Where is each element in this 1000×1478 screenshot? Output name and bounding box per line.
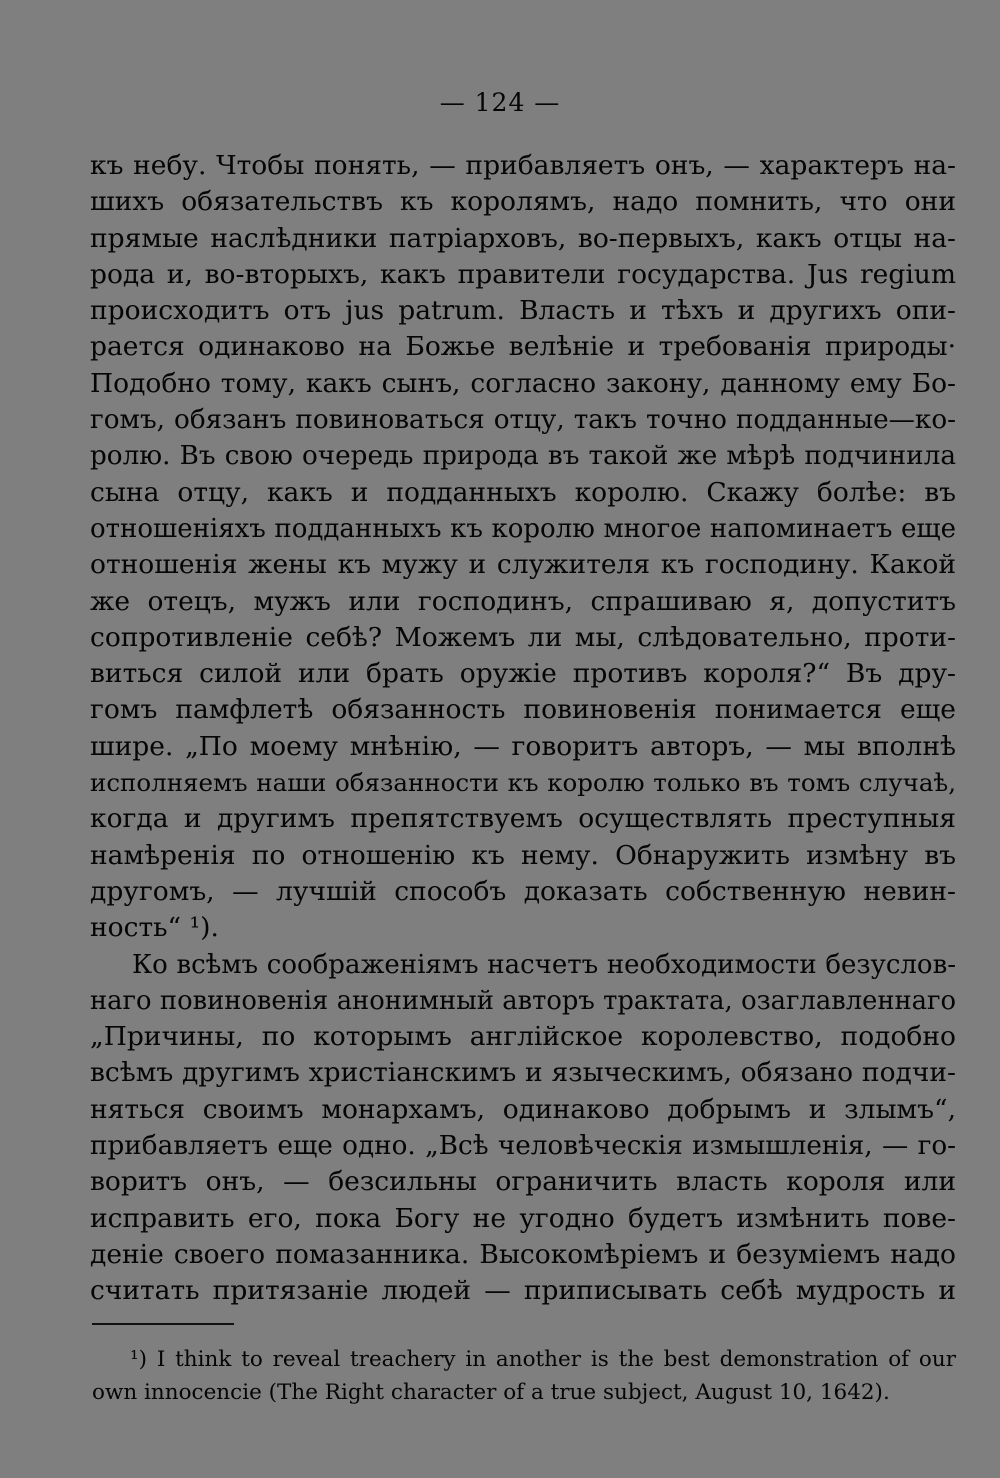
text-line: отношеніяхъ подданныхъ къ королю многое напоминаетъ еще xyxy=(90,513,956,544)
text-line: шихъ обязательствъ къ королямъ, надо помнить, что они xyxy=(90,186,956,218)
text-line: няться своимъ монархамъ, одинаково добрымъ и злымъ“, xyxy=(90,1093,956,1125)
text-line: гомъ, обязанъ повиноваться отцу, такъ точно подданные—ко- xyxy=(90,405,956,436)
text-line: прямые наслѣдники патріарховъ, во-первыхъ, какъ отцы на- xyxy=(90,222,956,254)
text-line: ролю. Въ свою очередь природа въ такой же мѣрѣ подчинила xyxy=(90,441,956,472)
text-line: Подобно тому, какъ сынъ, согласно закону, данному ему Бо- xyxy=(90,367,956,399)
text-line: ность“ ¹). xyxy=(90,912,219,944)
text-line: воритъ онъ, — безсильны ограничить власть короля или xyxy=(90,1166,956,1198)
text-line: прибавляетъ еще одно. „Всѣ человѣческія измышленія, — го- xyxy=(90,1131,956,1162)
paragraph xyxy=(90,947,956,1310)
text-line: всѣмъ другимъ христіанскимъ и языческимъ, обязано подчи- xyxy=(90,1057,956,1089)
footnote-divider xyxy=(92,1323,234,1325)
text-line: деніе своего помазанника. Высокомѣріемъ и безуміемъ надо xyxy=(90,1238,956,1270)
text-line: считать притязаніе людей — приписывать себѣ мудрость и xyxy=(90,1275,956,1307)
text-line: наго повиновенія анонимный авторъ трактата, озаглавленнаго xyxy=(90,985,956,1016)
page-number: — 124 — xyxy=(439,88,561,117)
footnote-line: own innocencie (The Right character of a true subject, August 10, 1642). xyxy=(92,1380,890,1405)
text-line: когда и другимъ препятствуемъ осуществлять преступныя xyxy=(90,803,956,835)
text-line: же отецъ, мужъ или господинъ, спрашиваю я, допуститъ xyxy=(90,585,956,617)
text-line: происходитъ отъ jus patrum. Власть и тѣхъ и другихъ опи- xyxy=(90,295,956,327)
text-line: намѣренія по отношенію къ нему. Обнаружить измѣну въ xyxy=(90,839,956,871)
text-line: шире. „По моему мнѣнію, — говоритъ авторъ, — мы вполнѣ xyxy=(90,730,956,762)
footnote xyxy=(92,1343,956,1409)
paragraph xyxy=(90,148,956,947)
text-line: къ небу. Чтобы понять, — прибавляетъ онъ, — характеръ на- xyxy=(90,150,956,181)
text-line: исправить его, пока Богу не угодно будетъ измѣнить пове- xyxy=(90,1202,956,1234)
text-line: Ко всѣмъ соображеніямъ насчетъ необходимости безуслов- xyxy=(132,949,956,980)
text-line: исполняемъ наши обязанности къ королю только въ томъ случаѣ, xyxy=(90,768,956,798)
text-line: рода и, во-вторыхъ, какъ правители государства. Jus regium xyxy=(90,258,956,290)
text-line: другомъ, — лучшій способъ доказать собственную невин- xyxy=(90,875,956,907)
text-line: гомъ памфлетѣ обязанность повиновенія понимается еще xyxy=(90,694,956,726)
text-line: отношенія жены къ мужу и служителя къ господину. Какой xyxy=(90,549,956,581)
footnote-line: ¹) I think to reveal treachery in another is the best demonstration of our xyxy=(130,1347,956,1372)
text-line: виться силой или брать оружіе противъ короля?“ Въ дру- xyxy=(90,658,956,690)
text-line: сына отцу, какъ и подданныхъ королю. Скажу болѣе: въ xyxy=(90,476,956,508)
body-text xyxy=(90,148,956,1310)
text-line: рается одинаково на Божье велѣніе и требованія природы· xyxy=(90,331,956,363)
text-line: сопротивленіе себѣ? Можемъ ли мы, слѣдовательно, проти- xyxy=(90,621,956,653)
text-line: „Причины, по которымъ англійское королевство, подобно xyxy=(90,1021,956,1053)
